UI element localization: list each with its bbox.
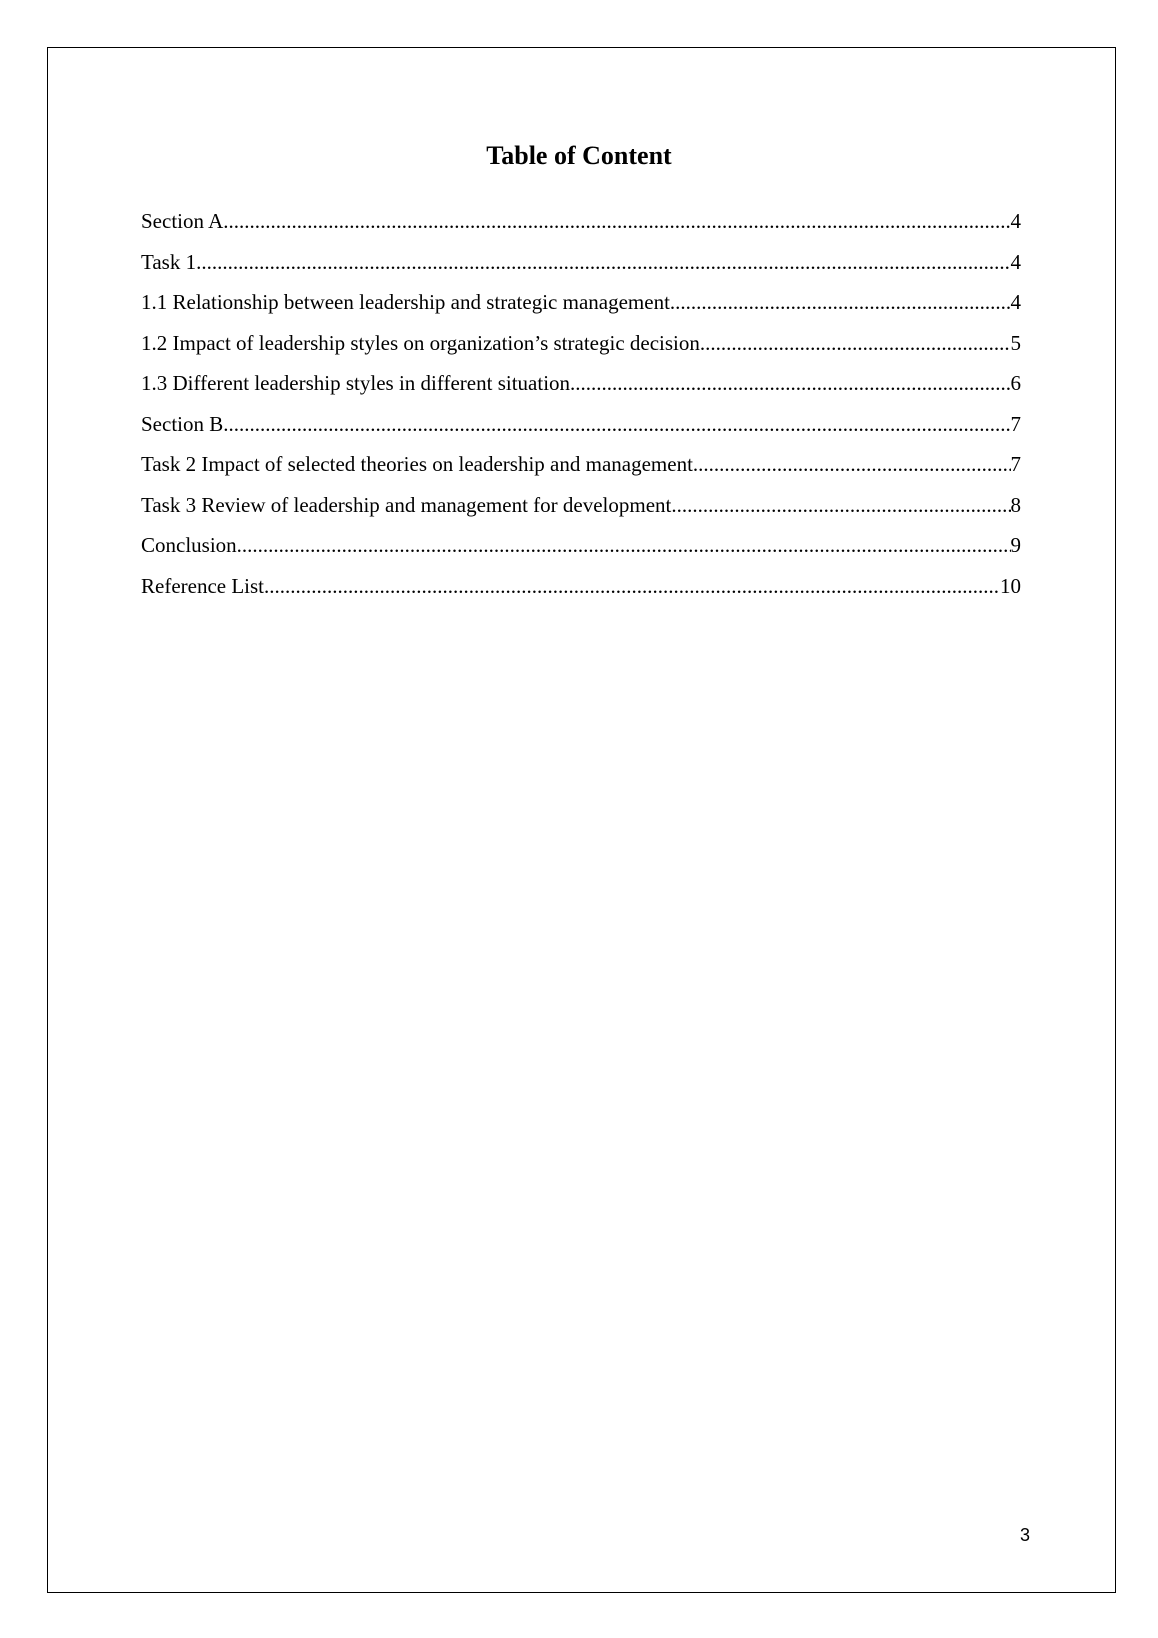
toc-entry-task-3[interactable] <box>141 489 1021 530</box>
toc-entry-page: 7 <box>1010 452 1021 476</box>
toc-dot-leader <box>223 408 1010 440</box>
toc-entry-page: 6 <box>1010 371 1021 395</box>
toc-entry-label: 1.3 Different leadership styles in different situation <box>141 371 571 395</box>
toc-entry-1-2[interactable] <box>141 327 1021 368</box>
table-of-contents <box>141 205 1021 610</box>
toc-entry-task-2[interactable] <box>141 448 1021 489</box>
toc-dot-leader <box>671 489 1010 521</box>
toc-entry-conclusion[interactable] <box>141 529 1021 570</box>
toc-entry-section-b[interactable] <box>141 408 1021 449</box>
toc-dot-leader <box>670 286 1011 318</box>
toc-entry-page: 4 <box>1010 290 1021 314</box>
toc-entry-label: 1.1 Relationship between leadership and strategic management <box>141 290 670 314</box>
page-number: 3 <box>1019 1525 1030 1545</box>
toc-dot-leader <box>196 246 1010 278</box>
toc-dot-leader <box>570 367 1010 399</box>
toc-entry-page: 9 <box>1010 533 1021 557</box>
toc-entry-label: Section A <box>141 209 224 233</box>
toc-entry-label: Task 3 Review of leadership and management for development <box>141 492 672 517</box>
toc-dot-leader <box>700 327 1011 359</box>
toc-entry-label: Section B <box>141 411 224 436</box>
toc-entry-label: Task 2 Impact of selected theories on leadership and management <box>141 452 693 476</box>
toc-entry-label: Task 1 <box>141 249 197 274</box>
toc-dot-leader <box>237 529 1011 561</box>
toc-dot-leader <box>693 448 1011 480</box>
toc-entry-1-1[interactable] <box>141 286 1021 327</box>
toc-entry-label: Reference List <box>141 573 265 598</box>
toc-entry-label: Conclusion <box>141 533 237 557</box>
toc-entry-1-3[interactable] <box>141 367 1021 408</box>
toc-entry-page: 4 <box>1010 209 1021 233</box>
toc-dot-leader <box>264 570 1000 602</box>
toc-entry-page: 7 <box>1010 411 1021 436</box>
toc-dot-leader <box>223 205 1010 237</box>
toc-entry-task-1[interactable] <box>141 246 1021 287</box>
toc-entry-page: 8 <box>1010 492 1021 517</box>
page-title: Table of Content <box>486 141 672 170</box>
toc-entry-reference-list[interactable] <box>141 570 1021 611</box>
toc-entry-label: 1.2 Impact of leadership styles on organization’s strategic decision <box>141 330 700 355</box>
toc-entry-page: 10 <box>1000 573 1021 598</box>
toc-entry-page: 5 <box>1010 330 1021 355</box>
toc-entry-page: 4 <box>1010 249 1021 274</box>
toc-entry-section-a[interactable] <box>141 205 1021 246</box>
